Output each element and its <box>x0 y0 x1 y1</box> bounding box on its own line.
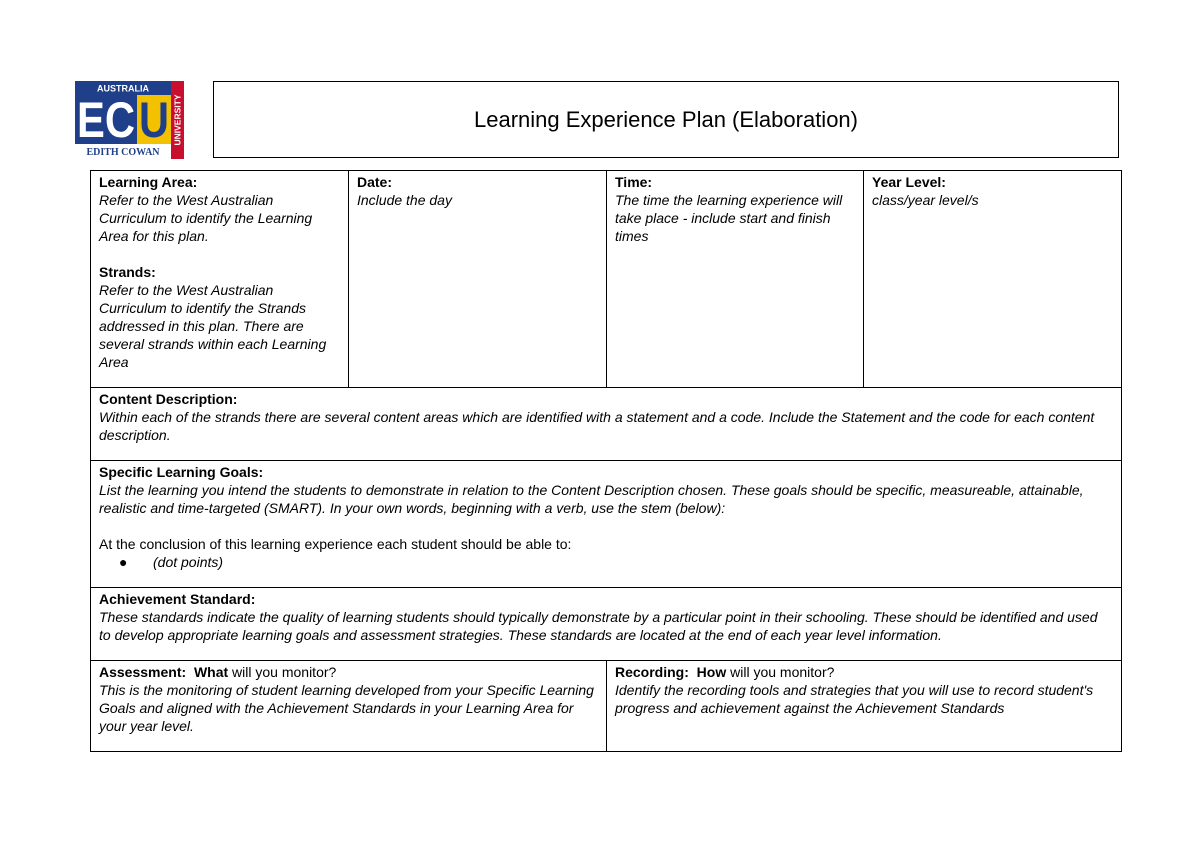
title-box <box>213 81 1119 158</box>
content-description-label: Content Description: <box>99 391 238 407</box>
assessment-cell[interactable] <box>91 661 607 752</box>
strands-label: Strands: <box>99 264 156 280</box>
table-row <box>91 461 1122 588</box>
table-row <box>91 171 1122 388</box>
recording-heading <box>615 663 1113 681</box>
svg-text:EC: EC <box>77 92 135 148</box>
svg-text:U: U <box>139 92 169 148</box>
specific-goals-text: List the learning you intend the students to demonstrate in relation to the Content Description chosen. These goals should be specific, measureable, attainable, realistic and time-targeted (SMART). In your own words, beginning with a verb, use the stem (below): <box>99 482 1084 516</box>
time-text: The time the learning experience will take place - include start and finish times <box>615 192 843 244</box>
logo-side-text: UNIVERSITY <box>172 94 183 146</box>
bullet-text: (dot points) <box>153 554 224 570</box>
year-level-text: class/year level/s <box>872 192 979 208</box>
recording-text: Identify the recording tools and strategies that you will use to record student's progress and achievement against the Achievement Standards <box>615 682 1094 716</box>
learning-area-cell[interactable] <box>91 171 349 388</box>
table-row <box>91 588 1122 661</box>
assessment-heading <box>99 663 598 681</box>
time-label: Time: <box>615 174 653 190</box>
assessment-question-rest: will you monitor? <box>228 664 337 680</box>
table-row <box>91 388 1122 461</box>
achievement-standard-text: These standards indicate the quality of learning students should typically demonstrate by a particular point in their schooling. These should be identified and used to develop appropriate learning goals and assessment strategies. These standards are located at the end of each year level information. <box>99 609 1098 643</box>
learning-area-label: Learning Area: <box>99 174 198 190</box>
page-title: Learning Experience Plan (Elaboration) <box>473 106 858 132</box>
content-description-text: Within each of the strands there are several content areas which are identified with a statement and a code. Include the Statement and the code for each content description. <box>99 409 1095 443</box>
bullet-icon: ● <box>119 554 128 570</box>
achievement-standard-cell[interactable] <box>91 588 1122 661</box>
recording-question-rest: will you monitor? <box>726 664 835 680</box>
specific-goals-label: Specific Learning Goals: <box>99 464 264 480</box>
table-row <box>91 661 1122 752</box>
specific-goals-stem: At the conclusion of this learning experience each student should be able to: <box>99 536 572 552</box>
assessment-question-bold: What <box>193 664 229 680</box>
ecu-logo <box>75 81 184 159</box>
assessment-label: Assessment: <box>99 664 187 680</box>
strands-text: Refer to the West Australian Curriculum to identify the Strands addressed in this plan. There are several strands within each Learning Area <box>99 282 327 370</box>
logo-bottom-text: EDITH COWAN <box>86 147 160 158</box>
learning-area-text: Refer to the West Australian Curriculum to identify the Learning Area for this plan. <box>99 192 313 244</box>
date-label: Date: <box>357 174 393 190</box>
date-text: Include the day <box>357 192 452 208</box>
assessment-text: This is the monitoring of student learning developed from your Specific Learning Goals and aligned with the Achievement Standards in your Learning Area for your year level. <box>99 682 594 734</box>
recording-cell[interactable] <box>607 661 1122 752</box>
recording-label: Recording: <box>615 664 689 680</box>
year-level-cell[interactable] <box>864 171 1122 388</box>
plan-table <box>90 170 1122 752</box>
recording-question-bold: How <box>696 664 727 680</box>
date-cell[interactable] <box>349 171 607 388</box>
achievement-standard-label: Achievement Standard: <box>99 591 256 607</box>
time-cell[interactable] <box>607 171 864 388</box>
specific-goals-cell[interactable] <box>91 461 1122 588</box>
content-description-cell[interactable] <box>91 388 1122 461</box>
year-level-label: Year Level: <box>872 174 946 190</box>
logo-top-text: AUSTRALIA <box>97 83 149 94</box>
list-item <box>99 553 1113 571</box>
